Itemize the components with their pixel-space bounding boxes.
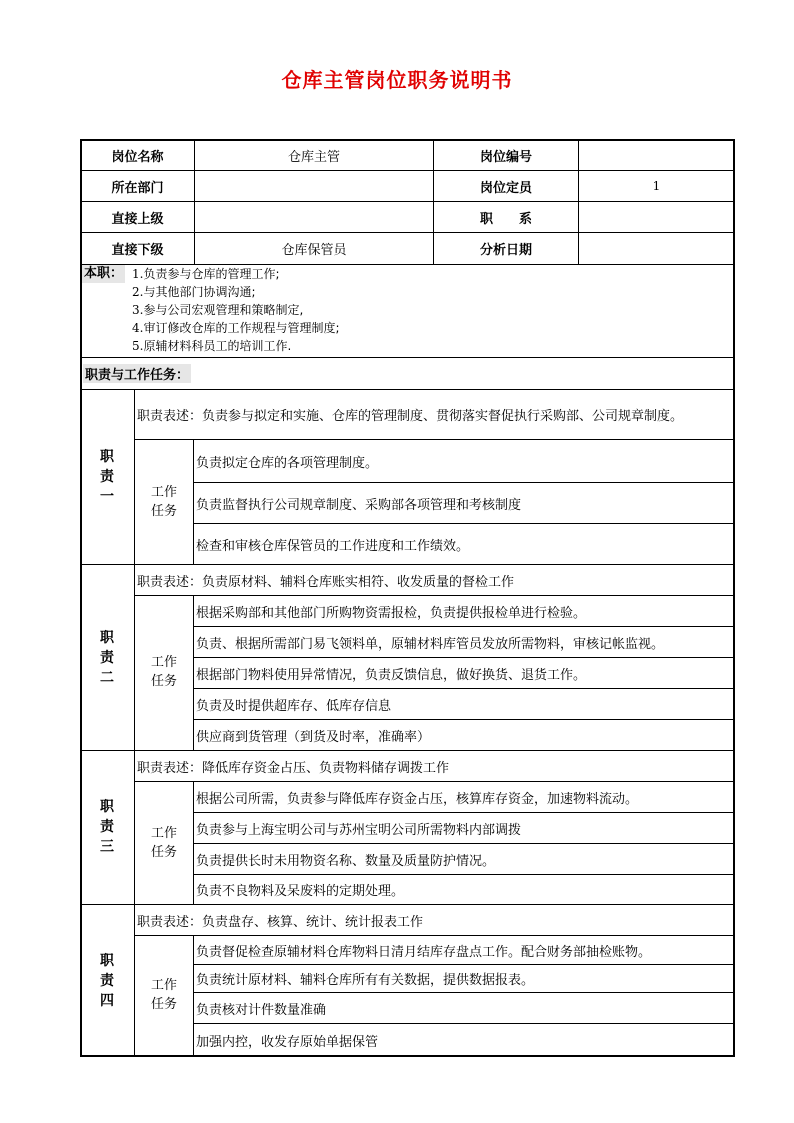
duty-2-task-label: 工作 任务 <box>150 655 177 689</box>
duty-4-task: 负责核对计件数量准确 <box>196 1002 327 1018</box>
label-position-code: 岗位编号 <box>479 150 532 165</box>
main-duty-item: 2.与其他部门协调沟通; <box>132 285 256 299</box>
label-analysis-date: 分析日期 <box>479 243 532 258</box>
value-department <box>195 171 433 201</box>
duty-1-task: 负责监督执行公司规章制度、采购部各项管理和考核制度 <box>196 497 522 513</box>
duty-3-label: 职 责 三 <box>100 799 114 855</box>
duty-1-label: 职 责 一 <box>100 449 114 505</box>
label-headcount: 岗位定员 <box>479 180 532 196</box>
label-job-family: 职 系 <box>479 211 532 227</box>
value-direct-subordinate: 仓库保管员 <box>281 243 347 258</box>
section-title <box>81 358 734 389</box>
duty-2-statement: 职责表述：负责原材料、辅料仓库账实相符、收发质量的督检工作 <box>137 574 515 590</box>
section-title-text: 职责与工作任务： <box>83 364 191 383</box>
label-direct-subordinate: 直接下级 <box>111 243 164 258</box>
duty-4-statement: 职责表述：负责盘存、核算、统计、统计报表工作 <box>137 914 424 930</box>
page-title: 仓库主管岗位职务说明书 <box>281 68 513 92</box>
value-job-family <box>579 202 734 232</box>
value-position-name: 仓库主管 <box>287 150 340 165</box>
duty-3-task: 负责提供长时未用物资名称、数量及质量防护情况。 <box>196 853 496 869</box>
duty-3-task: 负责参与上海宝明公司与苏州宝明公司所需物料内部调拨 <box>196 822 522 838</box>
duty-1-task: 负责拟定仓库的各项管理制度。 <box>196 455 379 471</box>
value-headcount: 1 <box>652 179 661 193</box>
duty-2-label: 职 责 二 <box>100 630 114 686</box>
duty-1-task: 检查和审核仓库保管员的工作进度和工作绩效。 <box>196 538 470 554</box>
main-duty-item: 5.原辅材料科员工的培训工作. <box>132 339 292 353</box>
duty-3-statement: 职责表述：降低库存资金占压、负责物料储存调拨工作 <box>137 760 450 776</box>
value-direct-superior <box>195 202 433 232</box>
value-position-code <box>579 141 734 170</box>
main-duty-item: 1.负责参与仓库的管理工作; <box>132 267 280 281</box>
duty-3-task: 根据公司所需，负责参与降低库存资金占压，核算库存资金，加速物料流动。 <box>196 791 639 807</box>
duty-4-task: 负责统计原材料、辅料仓库所有有关数据，提供数据报表。 <box>196 973 535 988</box>
duty-4-task: 加强内控，收发存原始单据保管 <box>196 1034 379 1050</box>
main-duty-item: 3.参与公司宏观管理和策略制定, <box>132 303 304 317</box>
main-duty-label: 本职： <box>84 266 124 281</box>
duty-1-statement: 职责表述：负责参与拟定和实施、仓库的管理制度、贯彻落实督促执行采购部、公司规章制度。 <box>137 409 684 424</box>
duty-3-task: 负责不良物料及呆废料的定期处理。 <box>196 884 405 899</box>
duty-2-task: 供应商到货管理（到货及时率，准确率） <box>196 729 431 745</box>
duty-2-task: 负责、根据所需部门易飞领料单，原辅材料库管员发放所需物料，审核记帐监视。 <box>196 636 665 652</box>
duty-2-task: 根据采购部和其他部门所购物资需报检，负责提供报检单进行检验。 <box>196 605 587 621</box>
duty-4-task: 负责督促检查原辅材料仓库物料日清月结库存盘点工作。配合财务部抽检账物。 <box>196 944 652 960</box>
duty-3-task-label: 工作 任务 <box>150 826 177 860</box>
duty-2-task: 根据部门物料使用异常情况，负责反馈信息，做好换货、退货工作。 <box>196 667 587 683</box>
label-department: 所在部门 <box>111 180 164 196</box>
main-duty-item: 4.审订修改仓库的工作规程与管理制度; <box>132 321 340 335</box>
value-analysis-date <box>579 233 734 264</box>
duty-4-task-label: 工作 任务 <box>150 978 177 1012</box>
label-direct-superior: 直接上级 <box>111 211 164 227</box>
duty-4-label: 职 责 四 <box>100 953 114 1009</box>
duty-2-task: 负责及时提供超库存、低库存信息 <box>196 698 392 714</box>
duty-1-task-label: 工作 任务 <box>150 485 177 519</box>
label-position-name: 岗位名称 <box>111 150 164 165</box>
